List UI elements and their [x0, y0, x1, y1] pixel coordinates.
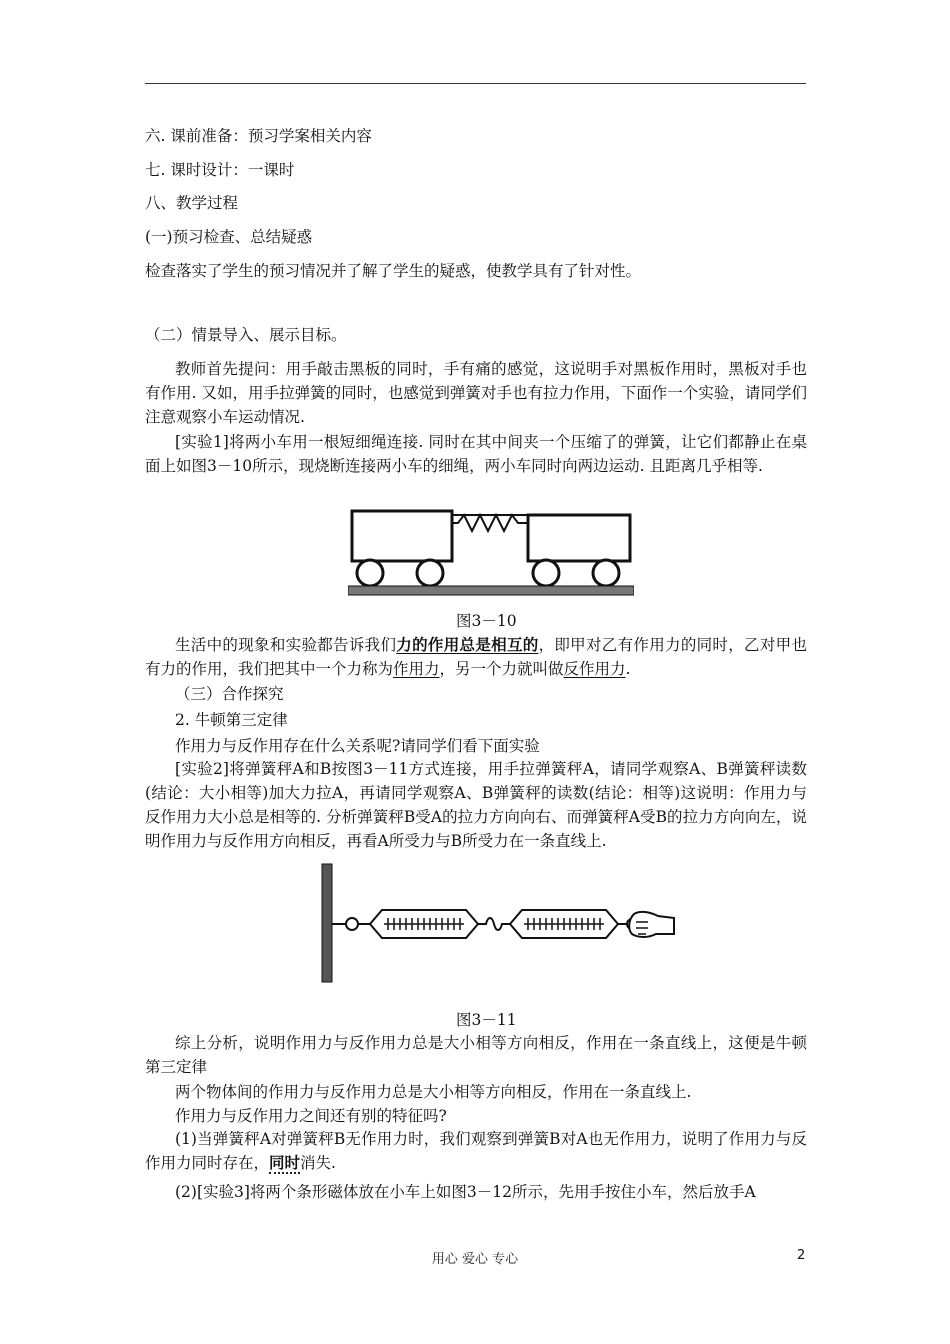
subsection-1-heading: (一)预习检查、总结疑惑: [145, 228, 313, 246]
paragraph-experiment-2: [实验2]将弹簧秤A和B按图3－11方式连接，用手拉弹簧秤A，请同学观察A、B弹簧秤读数(结论：大小相等)加大力拉A，再请同学观察A、B弹簧秤的读数(结论：相等)这说明：作用力与反作用力大小总是相等的. 分析弹簧秤B受A的拉力方向向右、而弹簧秤A受B的拉力方向向左，说明作用力与反作用方向相反，再看A所受力与B所受力在一条直线上.: [145, 760, 807, 850]
subsection-1-text: 检查落实了学生的预习情况并了解了学生的疑惑，使教学具有了针对性。: [145, 262, 642, 280]
page-footer: 用心 爱心 专心: [431, 1252, 519, 1267]
wall: [322, 864, 332, 982]
wheel: [533, 560, 559, 586]
newton-third-law-statement: 两个物体间的作用力与反作用力总是大小相等方向相反，作用在一条直线上.: [175, 1083, 692, 1101]
paragraph-experiment-1: [实验1]将两小车用一根短细绳连接. 同时在其中间夹一个压缩了的弹簧，让它们都静止在桌面上如图3－10所示，现烧断连接两小车的细绳，两小车同时向两边运动. 且距离几乎相等.: [145, 433, 807, 475]
subsection-3-heading: （三）合作探究: [175, 685, 284, 703]
section-8-heading: 八、教学过程: [145, 194, 239, 212]
hand: [629, 912, 674, 937]
paragraph-experiment-3: (2)[实验3]将两个条形磁体放在小车上如图3－12所示，先用手按住小车，然后放手A: [175, 1183, 756, 1201]
figure-3-11-spring-scales: [318, 862, 678, 984]
question-other-features: 作用力与反作用力之间还有别的特征吗?: [175, 1107, 447, 1125]
paragraph-mutual-force: 生活中的现象和实验都告诉我们力的作用总是相互的，即甲对乙有作用力的同时，乙对甲也有力的作用，我们把其中一个力称为作用力，另一个力就叫做反作用力.: [145, 635, 807, 678]
figure-3-10-caption: 图3－10: [456, 612, 517, 630]
wheel: [593, 560, 619, 586]
paragraph-simultaneity: (1)当弹簧秤A对弹簧秤B无作用力时，我们观察到弹簧B对A也无作用力，说明了作用力与反作用力同时存在，同时消失.: [145, 1130, 807, 1172]
figure-3-11-caption: 图3－11: [456, 1011, 517, 1029]
wheel: [417, 560, 443, 586]
question-relation: 作用力与反作用存在什么关系呢?请同学们看下面实验: [175, 737, 540, 755]
paragraph-intro: 教师首先提问：用手敲击黑板的同时，手有痛的感觉，这说明手对黑板作用时，黑板对手也有作用. 又如，用手拉弹簧的同时，也感觉到弹簧对手也有拉力作用，下面作一个实验，请同学们注意观察小车运动情况.: [145, 360, 807, 426]
section-6: 六. 课前准备：预习学案相关内容: [145, 127, 372, 145]
figure-3-10-carts: [348, 505, 634, 601]
section-7: 七. 课时设计：一课时: [145, 161, 295, 179]
table-surface: [348, 586, 634, 595]
page-number: 2: [797, 1248, 806, 1263]
cart-right-body: [528, 515, 630, 561]
wheel: [357, 560, 383, 586]
compressed-spring: [452, 515, 528, 531]
subsection-2-heading: （二）情景导入、展示目标。: [145, 326, 347, 344]
paragraph-summary: 综上分析，说明作用力与反作用力总是大小相等方向相反，作用在一条直线上，这便是牛顿第三定律: [145, 1034, 807, 1076]
cart-left-body: [352, 511, 452, 561]
header-rule: [145, 83, 806, 84]
newton-third-law-heading: 2. 牛顿第三定律: [175, 711, 288, 729]
